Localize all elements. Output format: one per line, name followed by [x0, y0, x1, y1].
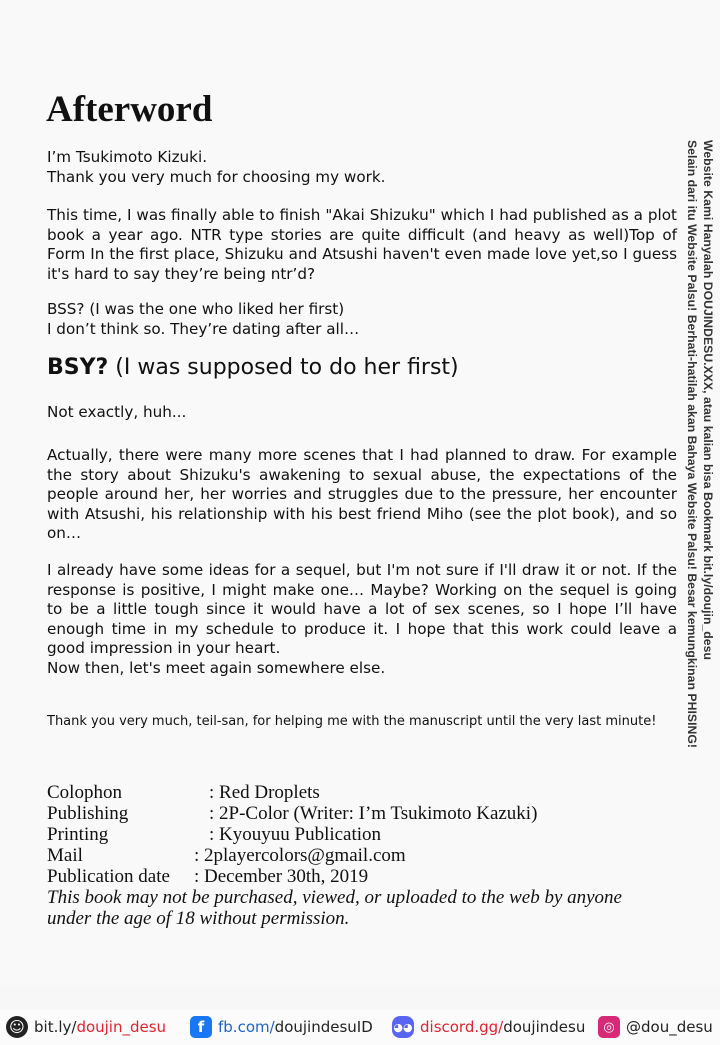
- mail-row: [47, 845, 647, 866]
- printing-key: Printing: [47, 824, 109, 845]
- facebook-handle: doujindesuID: [274, 1018, 373, 1036]
- facebook-icon: f: [190, 1016, 212, 1038]
- printing-value: : Kyouyuu Publication: [209, 824, 382, 845]
- paragraph-plot: This time, I was finally able to finish "Akai Shizuku" which I had published as a plot book a year ago. NTR type stories are quite difficult (and heavy as well)Top of Form In the first place, Shizuku and Atsushi haven't even made love yet,so I guess it's hard to say they’re being ntr’d?: [47, 206, 677, 283]
- footer-discord-link[interactable]: [392, 1016, 585, 1038]
- bss-line: BSS? (I was the one who liked her first): [47, 300, 345, 318]
- date-key: Publication date: [47, 866, 170, 887]
- bsy-text: (I was supposed to do her first): [108, 355, 459, 380]
- thanks-text: Thank you very much, teil-san, for helping me with the manuscript until the very last minute!: [47, 714, 657, 729]
- date-value: : December 30th, 2019: [194, 866, 369, 887]
- footer-bar: [0, 1010, 720, 1045]
- intro-line: Thank you very much for choosing my work.: [47, 167, 386, 186]
- footer-facebook-link[interactable]: [190, 1016, 373, 1038]
- colophon-value: : Red Droplets: [209, 782, 320, 803]
- mail-key: Mail: [47, 845, 83, 866]
- intro-line: I’m Tsukimoto Kizuki.: [47, 148, 208, 166]
- footer-bitly-link[interactable]: [6, 1016, 166, 1038]
- facebook-prefix: fb.com/: [218, 1018, 275, 1036]
- sequel-text: I already have some ideas for a sequel, but I'm not sure if I'll draw it or not. If the response is positive, I might make one… Maybe? Working on the sequel is going to be a little tough since it would have a lot of sex scenes, so I hope I’ll have enough time in my schedule to produce it. I hope that this work could leave a good impression in your heart.: [47, 561, 677, 657]
- paragraph-sequel: [47, 561, 677, 678]
- discord-handle: doujindesu: [503, 1018, 586, 1036]
- colophon: [47, 782, 647, 929]
- publishing-row: [47, 803, 647, 824]
- footer-instagram-link[interactable]: [598, 1016, 713, 1038]
- bsy-label: BSY?: [47, 355, 109, 380]
- printing-row: [47, 824, 647, 845]
- colophon-key: Colophon: [47, 782, 122, 803]
- publishing-key: Publishing: [47, 803, 129, 824]
- date-row: [47, 866, 647, 887]
- intro-text: [47, 148, 677, 187]
- discord-icon: ◕◕: [392, 1016, 414, 1038]
- paragraph-scenes: Actually, there were many more scenes that I had planned to draw. For example the story about Shizuku's awakening to sexual abuse, the expectations of the people around her, her worries and struggles due to the pressure, her encounter with Atsushi, his relationship with his best friend Miho (see the plot book), and so on…: [47, 446, 677, 542]
- not-exactly-text: Not exactly, huh...: [47, 403, 187, 421]
- mail-value: : 2playercolors@gmail.com: [194, 845, 406, 866]
- bss-line: I don’t think so. They’re dating after all…: [47, 319, 360, 338]
- page-title: Afterword: [46, 89, 213, 130]
- watermark-line: Selain dari itu Website Palsu! Berhati-hatilah akan Bahaya Website Palsu! Besar kemungkinan PHISING!: [685, 140, 699, 749]
- sequel-closing: Now then, let's meet again somewhere else.: [47, 658, 386, 677]
- bss-text: [47, 300, 677, 339]
- doujindesu-logo-icon: ☺: [6, 1016, 28, 1038]
- discord-prefix: discord.gg/: [420, 1018, 504, 1036]
- colophon-row: [47, 782, 647, 803]
- age-notice: This book may not be purchased, viewed, or uploaded to the web by anyone under the age of 18 without permission.: [47, 887, 622, 929]
- publishing-value: : 2P-Color (Writer: I’m Tsukimoto Kazuki): [209, 803, 538, 824]
- instagram-icon: ◎: [598, 1016, 620, 1038]
- bsy-heading: [47, 355, 459, 380]
- watermark-vertical: [677, 140, 720, 910]
- bitly-prefix: bit.ly/: [34, 1018, 77, 1036]
- bitly-highlight: doujin_desu: [76, 1018, 167, 1036]
- instagram-handle: @dou_desu: [626, 1018, 713, 1036]
- watermark-line: Website Kami Hanyalah DOUJINDESU.XXX, atau kalian bisa Bookmark bit.ly/doujin_desu: [701, 140, 715, 660]
